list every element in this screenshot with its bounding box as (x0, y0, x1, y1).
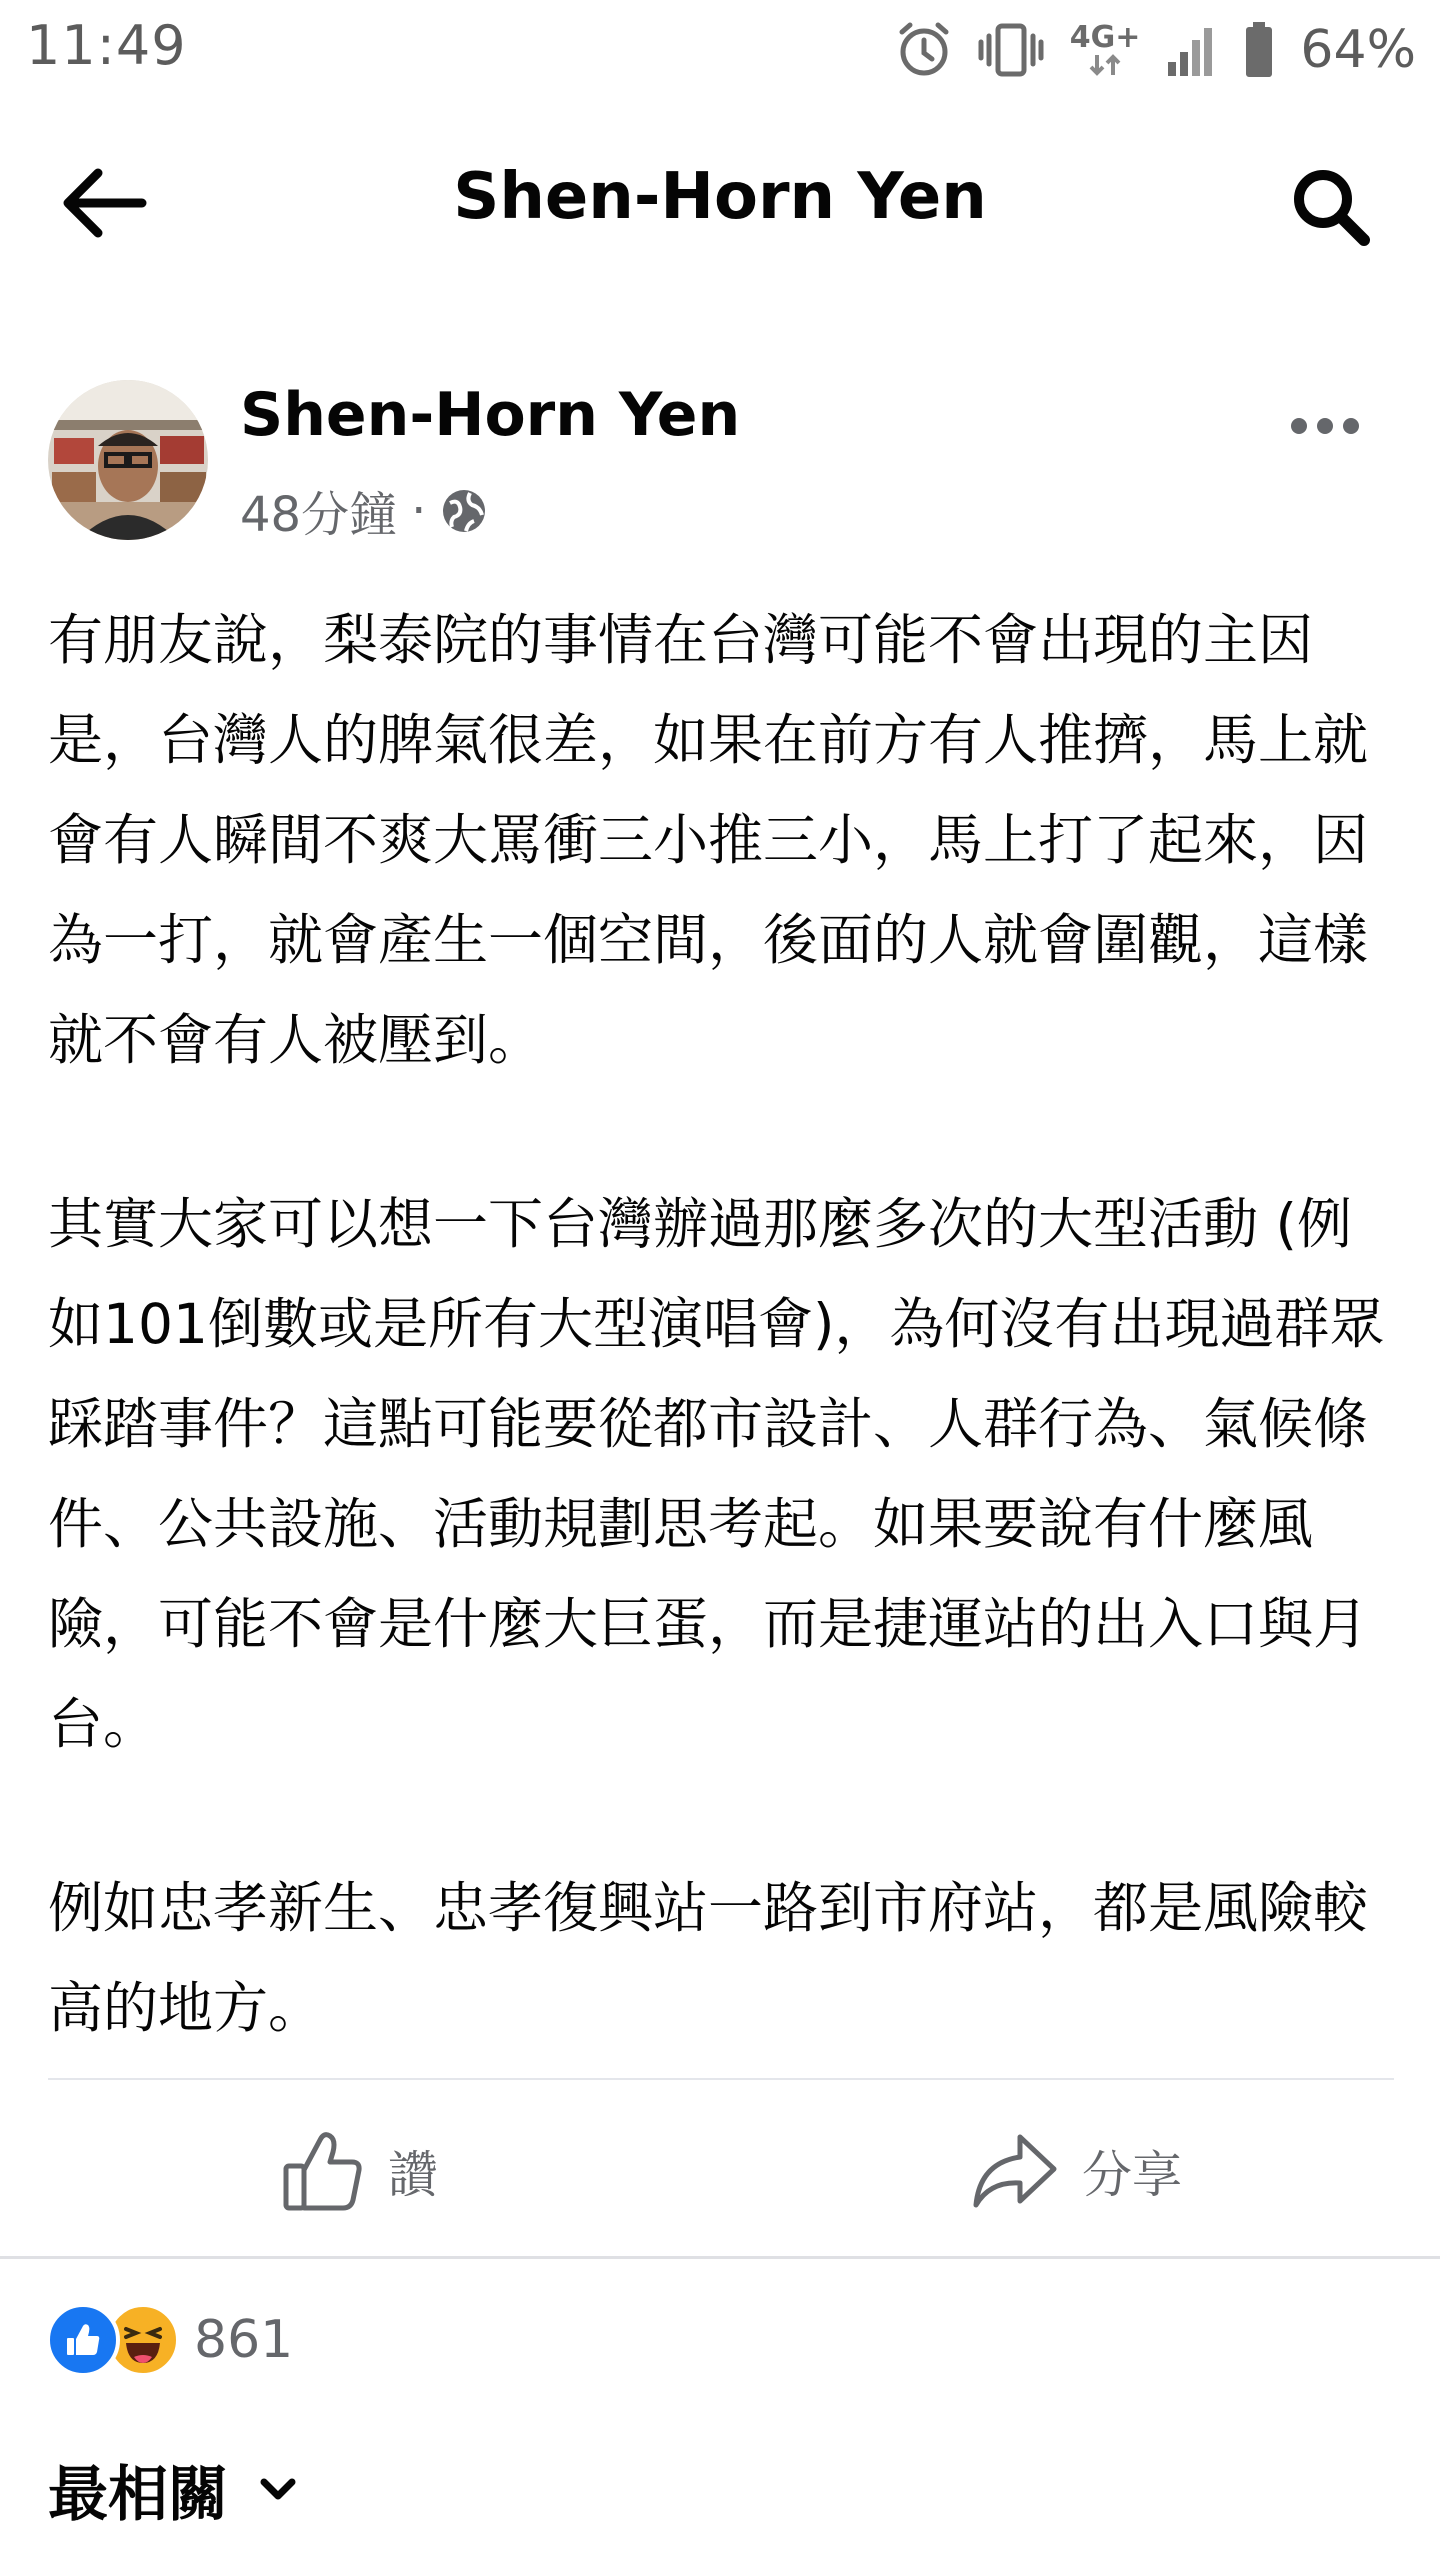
search-button[interactable] (1280, 156, 1380, 256)
thumbs-up-icon (280, 2128, 366, 2214)
section-divider (0, 2256, 1440, 2259)
more-options-button[interactable] (1270, 396, 1380, 456)
search-icon (1288, 164, 1372, 248)
post-paragraph: 有朋友說，梨泰院的事情在台灣可能不會出現的主因是，台灣人的脾氣很差，如果在前方有人推擠，馬上就會有人瞬間不爽大罵衝三小推三小，馬上打了起來，因為一打，就會產生一個空間，後面的人就會圍觀，這樣就不會有人被壓到。 (48, 608, 1369, 1072)
comments-filter-dropdown[interactable] (48, 2450, 298, 2530)
post-paragraph: 例如忠孝新生、忠孝復興站一路到市府站，都是風險較高的地方。 (48, 1876, 1369, 2040)
comments-filter-label: 最相關 (48, 2460, 228, 2530)
network-4g-icon (1069, 20, 1141, 77)
like-reaction-icon (46, 2303, 120, 2377)
battery-percentage: 64% (1300, 20, 1416, 80)
post-actions (0, 2080, 1440, 2256)
reactions-summary[interactable] (46, 2300, 293, 2380)
more-dot-icon (1343, 418, 1359, 434)
globe-icon (440, 487, 488, 535)
page-title: Shen-Horn Yen (453, 160, 987, 234)
post-meta (240, 476, 488, 545)
share-button[interactable] (970, 2126, 1182, 2216)
chevron-down-icon (258, 2476, 298, 2504)
post-body (48, 590, 1398, 2058)
more-dot-icon (1291, 418, 1307, 434)
vibrate-icon (978, 22, 1044, 78)
status-icons (896, 14, 1416, 86)
battery-icon (1244, 21, 1274, 79)
network-label: 4G+ (1069, 20, 1141, 55)
post-paragraph: 其實大家可以想一下台灣辦過那麼多次的大型活動 (例如101倒數或是所有大型演唱會)，為何沒有出現過群眾踩踏事件？這點可能要從都市設計、人群行為、氣候條件、公共設施、活動規劃思考起。如果要說有什麼風險，可能不會是什麼大巨蛋，而是捷運站的出入口與月台。 (48, 1192, 1385, 1756)
status-bar (0, 0, 1440, 110)
post-timestamp[interactable]: 48分鐘 (240, 487, 398, 543)
post-header (0, 370, 1440, 550)
share-icon (970, 2131, 1060, 2211)
more-dot-icon (1317, 418, 1333, 434)
author-name[interactable]: Shen-Horn Yen (240, 380, 741, 450)
app-header (0, 130, 1440, 270)
like-button[interactable] (280, 2126, 438, 2216)
reaction-count: 861 (194, 2310, 294, 2370)
avatar[interactable] (48, 380, 208, 540)
status-time: 11:49 (26, 14, 187, 77)
signal-icon (1166, 22, 1218, 78)
share-label: 分享 (1082, 2146, 1182, 2204)
alarm-icon (896, 20, 952, 80)
like-label: 讚 (388, 2146, 438, 2204)
meta-separator: · (411, 482, 427, 539)
